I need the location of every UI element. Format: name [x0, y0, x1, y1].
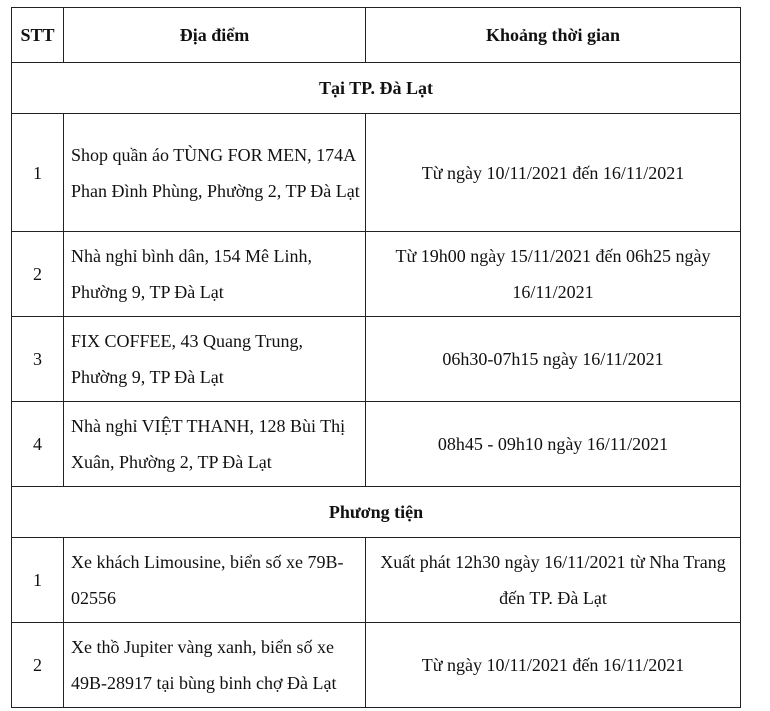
table-row	[12, 623, 741, 708]
header-row	[12, 8, 741, 63]
locations-table	[11, 7, 741, 708]
row-place: FIX COFFEE, 43 Quang Trung, Phường 9, TP Đà Lạt	[64, 317, 366, 402]
header-place: Địa điểm	[64, 8, 366, 63]
table-row	[12, 538, 741, 623]
section-row-vehicles	[12, 487, 741, 538]
row-stt: 2	[12, 623, 64, 708]
row-stt: 3	[12, 317, 64, 402]
row-place: Xe thồ Jupiter vàng xanh, biển số xe 49B-28917 tại bùng binh chợ Đà Lạt	[64, 623, 366, 708]
table-row	[12, 114, 741, 232]
section-title: Phương tiện	[12, 487, 741, 538]
header-time: Khoảng thời gian	[366, 8, 741, 63]
section-title: Tại TP. Đà Lạt	[12, 63, 741, 114]
section-row-dalat	[12, 63, 741, 114]
row-place: Xe khách Limousine, biển số xe 79B-02556	[64, 538, 366, 623]
document-table-wrapper	[11, 7, 741, 708]
row-place: Nhà nghỉ bình dân, 154 Mê Linh, Phường 9, TP Đà Lạt	[64, 232, 366, 317]
row-stt: 1	[12, 538, 64, 623]
row-stt: 4	[12, 402, 64, 487]
header-stt: STT	[12, 8, 64, 63]
row-stt: 1	[12, 114, 64, 232]
row-time: Từ ngày 10/11/2021 đến 16/11/2021	[366, 114, 741, 232]
row-place: Nhà nghỉ VIỆT THANH, 128 Bùi Thị Xuân, Phường 2, TP Đà Lạt	[64, 402, 366, 487]
row-time: Từ ngày 10/11/2021 đến 16/11/2021	[366, 623, 741, 708]
row-time: Từ 19h00 ngày 15/11/2021 đến 06h25 ngày 16/11/2021	[366, 232, 741, 317]
row-time: 08h45 - 09h10 ngày 16/11/2021	[366, 402, 741, 487]
table-row	[12, 317, 741, 402]
row-place: Shop quần áo TÙNG FOR MEN, 174A Phan Đình Phùng, Phường 2, TP Đà Lạt	[64, 114, 366, 232]
table-row	[12, 402, 741, 487]
row-time: Xuất phát 12h30 ngày 16/11/2021 từ Nha Trang đến TP. Đà Lạt	[366, 538, 741, 623]
row-time: 06h30-07h15 ngày 16/11/2021	[366, 317, 741, 402]
table-row	[12, 232, 741, 317]
row-stt: 2	[12, 232, 64, 317]
